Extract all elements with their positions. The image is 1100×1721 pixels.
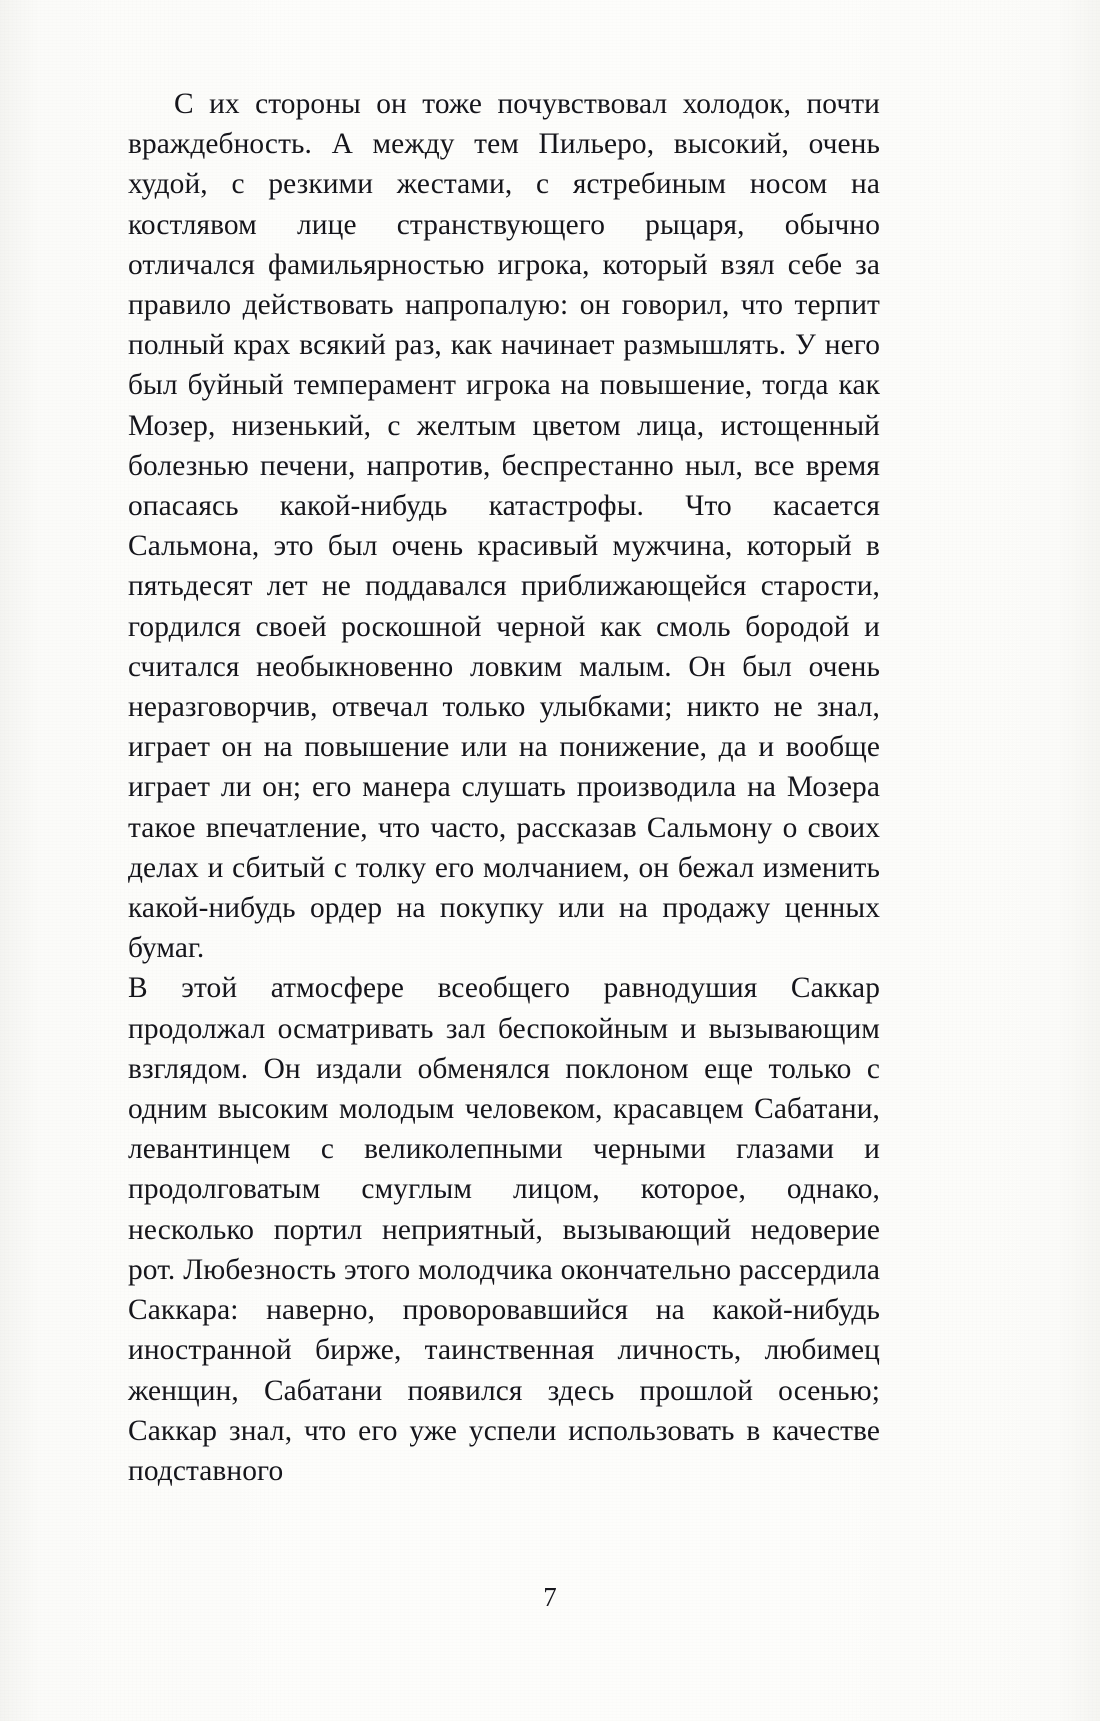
page-text-block xyxy=(128,84,880,1491)
paragraph-1: С их стороны он тоже почувствовал холодок, почти враждебность. А между тем Пильеро, высокий, очень худой, с резкими жестами, с ястребиным носом на костлявом лице странствующего рыцаря, обычно отличался фамильярностью игрока, который взял себе за правило действовать напропалую: он говорил, что терпит полный крах всякий раз, как начинает размышлять. У него был буйный темперамент игрока на повышение, тогда как Мозер, низенький, с желтым цветом лица, истощенный болезнью печени, напротив, беспрестанно ныл, все время опасаясь какой-нибудь катастрофы. Что касается Сальмона, это был очень красивый мужчина, который в пятьдесят лет не поддавался приближающейся старости, гордился своей роскошной черной как смоль бородой и считался необыкновенно ловким малым. Он был очень неразговорчив, отвечал только улыбками; никто не знал, играет он на повышение или на понижение, да и вообще играет ли он; его манера слушать производила на Мозера такое впечатление, что часто, рассказав Сальмону о своих делах и сбитый с толку его молчанием, он бежал изменить какой-нибудь ордер на покупку или на продажу ценных бумаг. xyxy=(128,88,880,965)
page-number: 7 xyxy=(543,1582,557,1612)
paragraph-2: В этой атмосфере всеобщего равнодушия Саккар продолжал осматривать зал беспокойным и вызывающим взглядом. Он издали обменялся поклоном еще только с одним высоким молодым человеком, красавцем Сабатани, левантинцем с великолепными черными глазами и продолговатым смуглым лицом, которое, однако, несколько портил неприятный, вызывающий недоверие рот. Любезность этого молодчика окончательно рассердила Саккара: наверно, проворовавшийся на какой-нибудь иностранной бирже, таинственная личность, любимец женщин, Сабатани появился здесь прошлой осенью; Саккар знал, что его уже успели использовать в качестве подставного xyxy=(128,972,880,1487)
